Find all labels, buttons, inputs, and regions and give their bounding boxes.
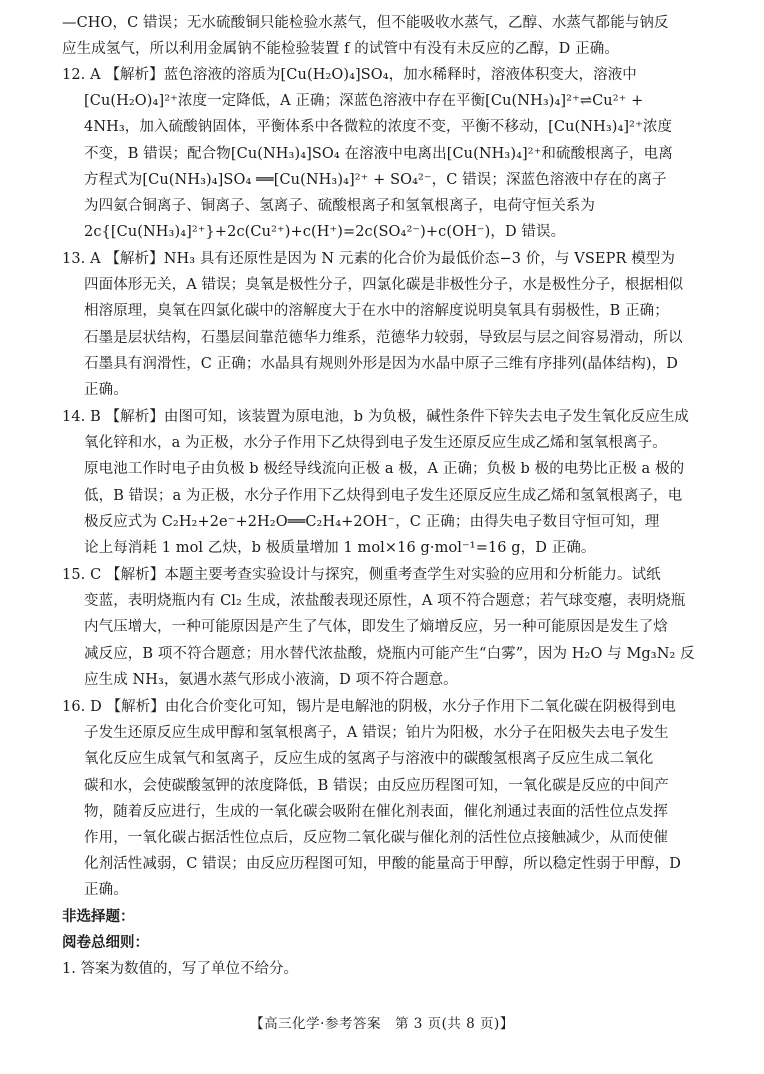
text-line: 物，随着反应进行，生成的一氧化碳会吸附在催化剂表面，催化剂通过表面的活性位点发挥: [84, 803, 668, 820]
text-line: [Cu(H₂O)₄]²⁺浓度一定降低，A 正确；深蓝色溶液中存在平衡[Cu(NH₃)₄]²⁺⇌Cu²⁺ +: [84, 93, 644, 110]
text-line: 四面体形无关，A 错误；臭氧是极性分子，四氯化碳是非极性分子，水是极性分子，根据相似: [84, 277, 684, 294]
question-16-explanation: [62, 694, 702, 904]
text-line: 子发生还原反应生成甲醇和氢氧根离子，A 错误；铂片为阳极，水分子在阳极失去电子发生: [84, 725, 669, 742]
text-line: 极反应式为 C₂H₂+2e⁻+2H₂O══C₂H₄+2OH⁻，C 正确；由得失电子数目守恒可知，理: [84, 513, 660, 530]
intro-paragraph: [62, 10, 702, 62]
text-line: 氧化反应生成氧气和氢离子，反应生成的氢离子与溶液中的碳酸氢根离子反应生成二氧化: [84, 751, 654, 768]
text-line: 14. B 【解析】由图可知，该装置为原电池，b 为负极，碱性条件下锌失去电子发生氧化反应生成: [62, 409, 690, 425]
text-line: 内气压增大，一种可能原因是产生了气体，即发生了熵增反应，另一种可能原因是发生了焓: [84, 619, 668, 636]
text-line: 石墨是层状结构，石墨层间靠范德华力维系，范德华力较弱，导致层与层之间容易滑动，所以: [84, 329, 683, 346]
text-line: 论上每消耗 1 mol 乙炔，b 极质量增加 1 mol×16 g·mol⁻¹=16 g，D 正确。: [84, 540, 596, 557]
text-line: 减反应，B 项不符合题意；用水替代浓盐酸，烧瓶内可能产生“白雾”，因为 H₂O 与 Mg₃N₂ 反: [84, 645, 695, 662]
text-line: 12. A 【解析】蓝色溶液的溶质为[Cu(H₂O)₄]SO₄，加水稀释时，溶液体积变大，溶液中: [62, 67, 637, 83]
text-line: 16. D 【解析】由化合价变化可知，锡片是电解池的阴极，水分子作用下二氧化碳在阴极得到电: [62, 699, 676, 715]
question-13-explanation: [62, 246, 702, 403]
text-line: 原电池工作时电子由负极 b 极经导线流向正极 a 极，A 正确；负极 b 极的电势比正极 a 极的: [84, 461, 685, 478]
text-line: 为四氨合铜离子、铜离子、氢离子、硫酸根离子和氢氧根离子，电荷守恒关系为: [84, 198, 595, 215]
question-15-explanation: [62, 562, 702, 693]
non-choice-heading: 非选择题：: [62, 908, 135, 925]
question-12-explanation: [62, 62, 702, 245]
question-14-explanation: [62, 404, 702, 561]
text-line: —CHO，C 错误；无水硫酸铜只能检验水蒸气，但不能吸收水蒸气，乙醇、水蒸气都能与钠反: [62, 15, 669, 31]
text-line: 4NH₃，加入硫酸钠固体，平衡体系中各微粒的浓度不变，平衡不移动，[Cu(NH₃)₄]²⁺浓度: [84, 119, 673, 136]
text-line: 15. C 【解析】本题主要考查实验设计与探究，侧重考查学生对实验的应用和分析能力。试纸: [62, 567, 661, 583]
text-line: 碳和水，会使碳酸氢钾的浓度降低，B 错误；由反应历程图可知，一氧化碳是反应的中间产: [84, 777, 669, 794]
text-line: 化剂活性减弱，C 错误；由反应历程图可知，甲酸的能量高于甲醇，所以稳定性弱于甲醇，D: [84, 856, 682, 873]
text-line: 应生成氢气，所以利用金属钠不能检验装置 f 的试管中有没有未反应的乙醇，D 正确。: [62, 41, 619, 58]
text-line: 石墨具有润滑性，C 正确；水晶具有规则外形是因为水晶中原子三维有序排列(晶体结构)，D: [84, 355, 678, 372]
grading-rule-1: 1. 答案为数值的，写了单位不给分。: [62, 961, 298, 977]
text-line: 13. A 【解析】NH₃ 具有还原性是因为 N 元素的化合价为最低价态−3 价，与 VSEPR 模型为: [62, 251, 675, 267]
grading-rules-heading: 阅卷总细则：: [62, 934, 149, 951]
text-line: 相溶原理，臭氧在四氯化碳中的溶解度大于在水中的溶解度说明臭氧具有弱极性，B 正确；: [84, 303, 669, 320]
text-line: 不变，B 错误；配合物[Cu(NH₃)₄]SO₄ 在溶液中电离出[Cu(NH₃)₄]²⁺和硫酸根离子，电离: [84, 145, 673, 162]
text-line: 应生成 NH₃，氨遇水蒸气形成小液滴，D 项不符合题意。: [84, 671, 458, 688]
text-line: 低，B 错误；a 为正极，水分子作用下乙炔得到电子发生还原反应生成乙烯和氢氧根离子，电: [84, 487, 683, 504]
text-line: 2c{[Cu(NH₃)₄]²⁺}+2c(Cu²⁺)+c(H⁺)=2c(SO₄²⁻)+c(OH⁻)，D 错误。: [84, 224, 566, 241]
text-line: 氧化锌和水，a 为正极，水分子作用下乙炔得到电子发生还原反应生成乙烯和氢氧根离子。: [84, 435, 667, 452]
text-line: 正确。: [84, 882, 128, 899]
text-line: 作用，一氧化碳占据活性位点后，反应物二氧化碳与催化剂的活性位点接触减少，从而使催: [84, 830, 668, 847]
page-footer: 【高三化学·参考答案 第 3 页(共 8 页)】: [250, 1016, 514, 1032]
text-line: 变蓝，表明烧瓶内有 Cl₂ 生成，浓盐酸表现还原性，A 项不符合题意；若气球变瘪，表明烧瓶: [84, 593, 686, 610]
text-line: 正确。: [84, 382, 128, 399]
text-line: 方程式为[Cu(NH₃)₄]SO₄ ══[Cu(NH₃)₄]²⁺ + SO₄²⁻，C 错误；深蓝色溶液中存在的离子: [84, 171, 667, 188]
